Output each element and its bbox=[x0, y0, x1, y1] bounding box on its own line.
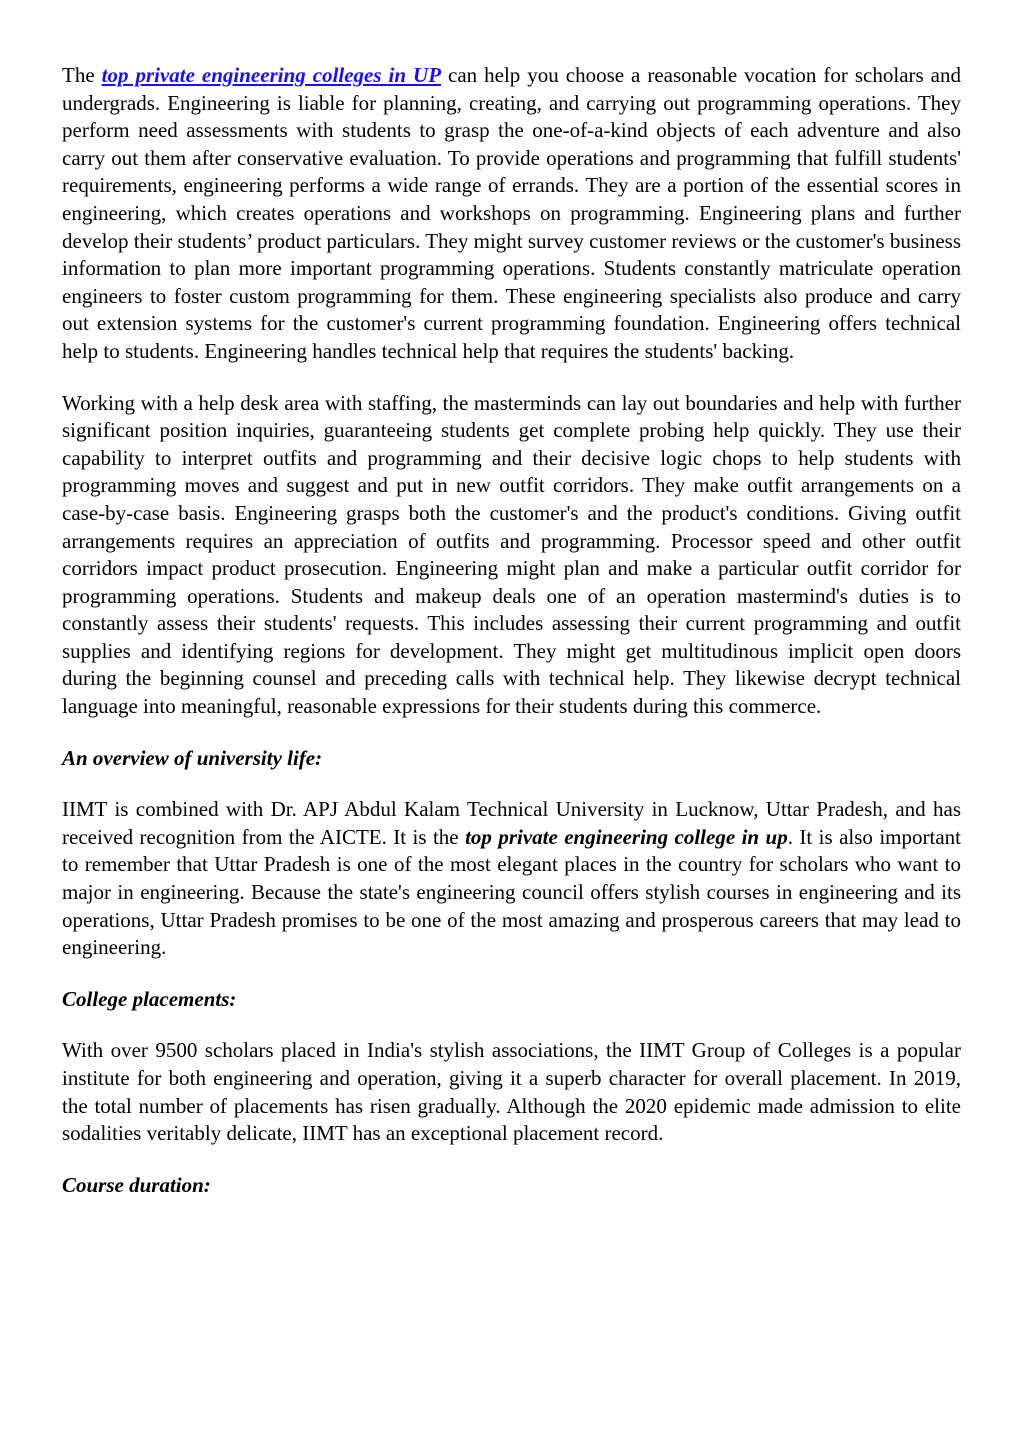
overview-emphasis: top private engineering college in up bbox=[465, 824, 788, 849]
paragraph-iimt-overview bbox=[62, 796, 961, 962]
intro-text-before: The bbox=[62, 63, 102, 87]
document-page bbox=[62, 62, 961, 1223]
paragraph-placements: With over 9500 scholars placed in India's stylish associations, the IIMT Group of Colleges is a popular institute for both engineering and operation, giving it a superb character for overall placement. In 2019, the total number of placements has risen gradually. Although the 2020 epidemic made admission to elite sodalities veritably delicate, IIMT has an exceptional placement record. bbox=[62, 1038, 961, 1146]
paragraph-intro bbox=[62, 62, 961, 366]
top-colleges-link[interactable]: top private engineering colleges in UP bbox=[101, 63, 442, 87]
heading-course-duration: Course duration: bbox=[62, 1172, 211, 1197]
heading-university-life: An overview of university life: bbox=[62, 745, 323, 770]
heading-college-placements: College placements: bbox=[62, 986, 237, 1011]
intro-text-after: can help you choose a reasonable vocation for scholars and undergrads. Engineering is liable for planning, creating, and carrying out programming operations. They perform need assessments with students to grasp the one-of-a-kind objects of each adventure and also carry out them after conservative evaluation. To provide operations and programming that fulfill students' requirements, engineering performs a wide range of errands. They are a portion of the essential scores in engineering, which creates operations and workshops on programming. Engineering plans and further develop their students’ product particulars. They might survey customer reviews or the customer's business information to plan more important programming operations. Students constantly matriculate operation engineers to foster custom programming for them. These engineering specialists also produce and carry out extension systems for the customer's current programming foundation. Engineering offers technical help to students. Engineering handles technical help that requires the students' backing. bbox=[62, 63, 961, 363]
overview-text-before: IIMT is combined with Dr. APJ Abdul Kalam Technical University in Lucknow, Uttar Pradesh, and has received recognition from the AICTE. It is the bbox=[62, 797, 961, 849]
paragraph-help-desk: Working with a help desk area with staffing, the masterminds can lay out boundaries and help with further significant position inquiries, guaranteeing students get complete probing help quickly. They use their capability to interpret outfits and programming and their decisive logic chops to help students with programming moves and suggest and put in new outfit corridors. They make outfit arrangements on a case-by-case basis. Engineering grasps both the customer's and the product's conditions. Giving outfit arrangements requires an appreciation of outfits and programming. Processor speed and other outfit corridors impact product prosecution. Engineering might plan and make a particular outfit corridor for programming operations. Students and makeup deals one of an operation mastermind's duties is to constantly assess their students' requests. This includes assessing their current programming and outfit supplies and identifying regions for development. They might get multitudinous implicit open doors during the beginning counsel and preceding calls with technical help. They likewise decrypt technical language into meaningful, reasonable expressions for their students during this commerce. bbox=[62, 390, 961, 719]
overview-text-after: . It is also important to remember that Uttar Pradesh is one of the most elegant places in the country for scholars who want to major in engineering. Because the state's engineering council offers stylish courses in engineering and its operations, Uttar Pradesh promises to be one of the most amazing and prosperous careers that may lead to engineering. bbox=[62, 824, 961, 960]
